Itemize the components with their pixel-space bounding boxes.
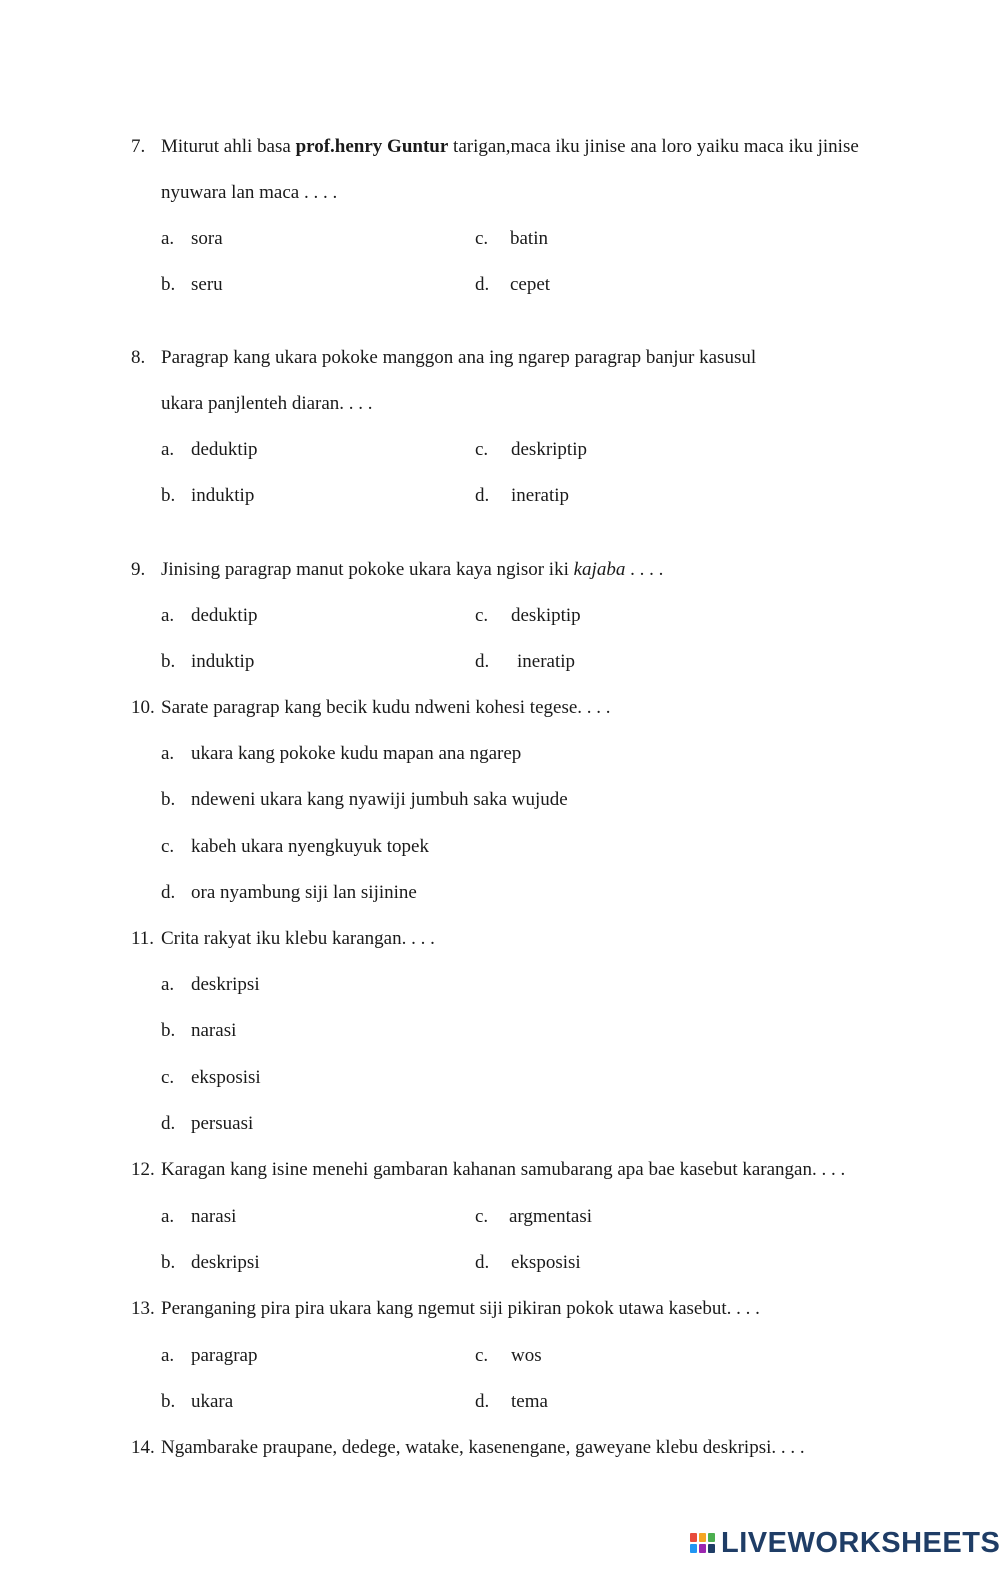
question-text-italic: kajaba [573,559,626,580]
question-text: Paragrap kang ukara pokoke manggon ana ing ngarep paragrap banjur kasusul [161,347,757,368]
question-number: 9. [131,559,146,580]
question-text: tarigan,maca iku jinise ana loro yaiku maca iku jinise [448,136,859,157]
question-text: Peranganing pira pira ukara kang ngemut siji pikiran pokok utawa kasebut. . . . [161,1298,760,1319]
logo-block [690,1544,697,1553]
logo-block [699,1533,706,1542]
question-8-line-2: ukara panjlenteh diaran. . . . [161,393,373,414]
logo-block [708,1533,715,1542]
logo-block [699,1544,706,1553]
logo-block [690,1533,697,1542]
question-number: 7. [131,136,146,157]
question-number: 13. [131,1298,155,1319]
question-text-bold: prof.henry Guntur [295,136,449,157]
question-7-line-2: nyuwara lan maca . . . . [161,182,338,203]
liveworksheets-icon [690,1533,715,1553]
question-text: . . . . [625,559,664,580]
question-number: 8. [131,347,146,368]
question-number: 11. [131,928,155,949]
question-number: 12. [131,1159,155,1180]
logo-block [708,1544,715,1553]
question-text: Miturut ahli basa [161,136,296,157]
question-text: Jinising paragrap manut pokoke ukara kaya ngisor iki [161,559,574,580]
liveworksheets-logo[interactable] [690,1527,1000,1559]
question-text: Karagan kang isine menehi gambaran kahanan samubarang apa bae kasebut karangan. . . . [161,1159,846,1180]
question-text: Crita rakyat iku klebu karangan. . . . [161,928,435,949]
question-text: Sarate paragrap kang becik kudu ndweni kohesi tegese. . . . [161,697,611,718]
question-number: 14. [131,1437,155,1458]
logo-text: LIVEWORKSHEETS [721,1526,1000,1559]
question-number: 10. [131,697,155,718]
question-text: Ngambarake praupane, dedege, watake, kasenengane, gaweyane klebu deskripsi. . . . [161,1437,805,1458]
